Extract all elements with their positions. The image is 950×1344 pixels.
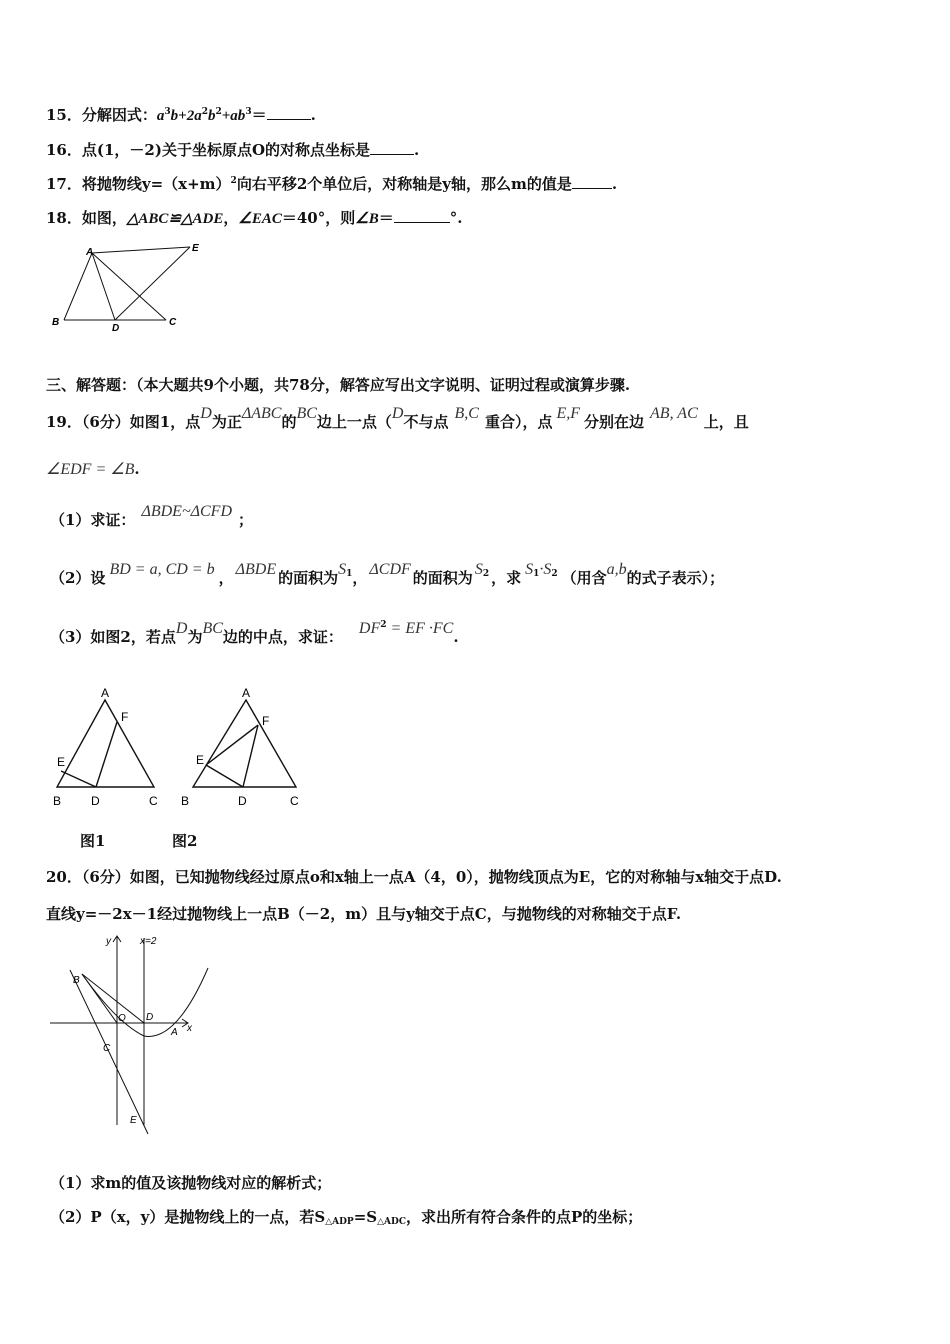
label-B: B: [181, 794, 190, 808]
answer-blank: [572, 174, 612, 189]
question-19-part-1: （1）求证： ΔBDE~ΔCFD ；: [50, 503, 254, 529]
label-D: D: [91, 794, 100, 808]
question-19-part-2: （2）设 BD = a, CD = b ， ΔBDE 的面积为$S_1$， ΔCDF 的面积为 $S_2$ ，求 $S_1\cdot S_2$ （用含a,b的式子表示）；: [50, 561, 725, 587]
label-D: D: [238, 794, 247, 808]
figure-caption-2: 图2: [172, 832, 198, 850]
figure-q19-2: [178, 685, 303, 810]
question-20-line-2: 直线y=－2x－1经过抛物线上一点B（－2，m）且与y轴交于点C，与抛物线的对称轴交于点F.: [46, 905, 682, 923]
question-16: 16．点(1，－2)关于坐标原点O的对称点坐标是 .: [46, 141, 420, 159]
label-E: E: [130, 1115, 137, 1126]
label-C: C: [103, 1043, 111, 1054]
label-D: D: [146, 1012, 154, 1023]
label-y: y: [106, 936, 111, 947]
answer-blank: [394, 208, 450, 223]
question-20-part-2: （2）P（x，y）是抛物线上的一点，若$S_{\triangle ADP}=S_{\triangle ADC}$，求出所有符合条件的点P的坐标；: [50, 1208, 643, 1227]
label-B: B: [73, 975, 80, 986]
label-F: F: [121, 710, 129, 724]
question-20-part-1: （1）求m的值及该抛物线对应的解析式；: [50, 1174, 332, 1192]
question-20-line-1: 20．（6分）如图，已知抛物线经过原点o和x轴上一点A（4，0），抛物线顶点为E，它的对称轴与x轴交于点D.: [46, 868, 782, 886]
label-E: E: [196, 753, 205, 767]
label-O: O: [118, 1013, 126, 1024]
question-19-condition: ∠EDF = ∠B.: [46, 460, 140, 478]
label-D: D: [112, 323, 120, 334]
label-B: B: [52, 317, 60, 328]
figure-q18: [50, 240, 210, 335]
question-17: 17．将抛物线$y=(x+m)^2$向右平移2个单位后，对称轴是y轴，那么m的值是 .: [46, 175, 618, 193]
label-B: B: [53, 794, 62, 808]
label-x2: x=2: [140, 936, 157, 947]
label-C: C: [290, 794, 299, 808]
question-15: 15．分解因式：$a^3b+2a^2b^2+ab^3=$ .: [46, 106, 316, 124]
label-F: F: [262, 714, 270, 728]
label-E: E: [192, 243, 199, 254]
figure-caption-1: 图1: [80, 832, 106, 850]
question-18: 18．如图，△ABC≌△ADE，∠EAC＝40°，则∠B＝ °.: [46, 209, 463, 227]
answer-blank: [267, 105, 311, 120]
question-19-part-3: （3）如图2，若点D为BC边的中点，求证： $DF^2$ = EF ·FC.: [50, 620, 459, 646]
label-A: A: [86, 247, 94, 258]
label-C: C: [149, 794, 158, 808]
label-E: E: [57, 755, 66, 769]
figure-q20: [48, 930, 218, 1135]
figure-q19-1: [50, 685, 165, 810]
label-A: A: [171, 1027, 178, 1038]
label-A: A: [101, 686, 110, 700]
question-19: 19．（6分）如图1，点D为正ΔABC的BC边上一点（D不与点 B,C 重合），点 E,F 分别在边 AB, AC 上，且: [46, 405, 749, 431]
label-C: C: [169, 317, 177, 328]
section-heading: 三、解答题：（本大题共9个小题，共78分，解答应写出文字说明、证明过程或演算步骤.: [46, 376, 631, 394]
answer-blank: [370, 140, 414, 155]
label-x: x: [187, 1023, 192, 1034]
label-A: A: [242, 686, 251, 700]
